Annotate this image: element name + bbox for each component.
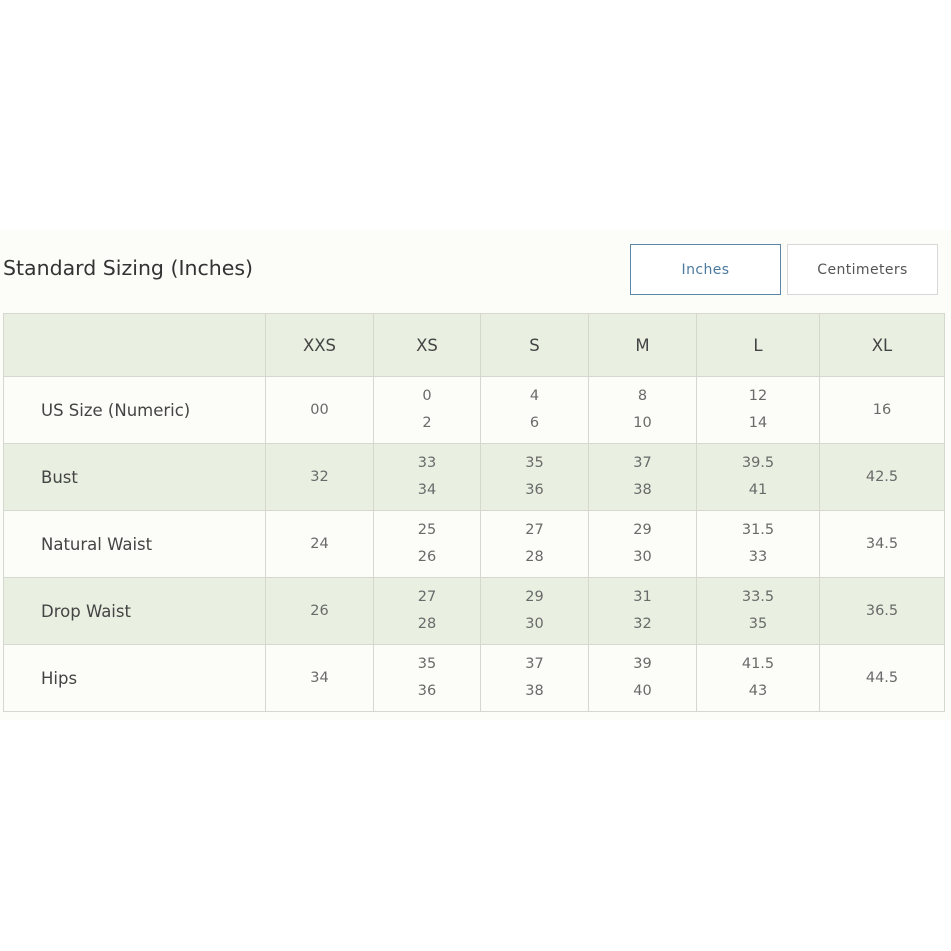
column-header-xs: XS — [374, 314, 481, 377]
cell-value: 6 — [529, 415, 540, 431]
cell-value: 33.5 — [741, 589, 775, 605]
cell-value: 36.5 — [865, 602, 899, 619]
table-cell — [820, 645, 945, 712]
size-table — [3, 313, 945, 712]
cell-value: 39 — [633, 656, 652, 672]
table-cell — [589, 377, 697, 444]
table-cell — [820, 377, 945, 444]
table-cell — [266, 444, 374, 511]
cell-value: 14 — [748, 415, 768, 431]
cell-value: 39.5 — [741, 455, 775, 471]
table-cell — [697, 511, 820, 578]
table-row — [4, 444, 945, 511]
cell-value: 16 — [872, 401, 892, 418]
cell-value: 8 — [637, 388, 648, 404]
table-cell — [589, 578, 697, 645]
cell-value: 27 — [525, 522, 544, 538]
cell-value: 27 — [417, 589, 437, 605]
table-cell — [589, 444, 697, 511]
table-cell — [374, 645, 481, 712]
table-row — [4, 645, 945, 712]
cell-value: 30 — [525, 616, 544, 632]
cell-value: 24 — [310, 535, 329, 552]
cell-value: 34 — [417, 482, 437, 498]
cell-value: 28 — [417, 616, 437, 632]
table-row — [4, 578, 945, 645]
table-cell — [481, 377, 589, 444]
cell-value: 31.5 — [741, 522, 775, 538]
row-label: US Size (Numeric) — [4, 377, 266, 444]
cell-value: 12 — [748, 388, 768, 404]
table-cell — [481, 444, 589, 511]
table-cell — [481, 578, 589, 645]
column-header-l: L — [697, 314, 820, 377]
table-cell — [589, 645, 697, 712]
cell-value: 25 — [417, 522, 437, 538]
row-label: Drop Waist — [4, 578, 266, 645]
cell-value: 31 — [633, 589, 652, 605]
table-cell — [266, 645, 374, 712]
cell-value: 32 — [310, 468, 329, 485]
cell-value: 36 — [417, 683, 437, 699]
cell-value: 38 — [525, 683, 544, 699]
table-cell — [266, 511, 374, 578]
cell-value: 29 — [525, 589, 544, 605]
cell-value: 26 — [310, 602, 329, 619]
inches-button[interactable]: Inches — [630, 244, 781, 295]
table-cell — [820, 511, 945, 578]
column-header-xxs: XXS — [266, 314, 374, 377]
cell-value: 37 — [525, 656, 544, 672]
table-row — [4, 511, 945, 578]
cell-value: 0 — [422, 388, 432, 404]
table-cell — [481, 511, 589, 578]
cell-value: 34.5 — [865, 535, 899, 552]
cell-value: 35 — [748, 616, 768, 632]
column-header-s: S — [481, 314, 589, 377]
column-header-label — [4, 314, 266, 377]
table-cell — [820, 578, 945, 645]
table-cell — [697, 377, 820, 444]
cell-value: 41 — [748, 482, 768, 498]
cell-value: 26 — [417, 549, 437, 565]
row-label: Hips — [4, 645, 266, 712]
cell-value: 32 — [633, 616, 652, 632]
table-cell — [697, 645, 820, 712]
cell-value: 36 — [525, 482, 544, 498]
table-cell — [820, 444, 945, 511]
cell-value: 2 — [422, 415, 432, 431]
table-cell — [374, 578, 481, 645]
table-cell — [697, 578, 820, 645]
row-label: Bust — [4, 444, 266, 511]
column-header-m: M — [589, 314, 697, 377]
cell-value: 10 — [633, 415, 652, 431]
page-title: Standard Sizing (Inches) — [3, 256, 254, 280]
cell-value: 38 — [633, 482, 652, 498]
cell-value: 35 — [525, 455, 544, 471]
cell-value: 44.5 — [865, 669, 899, 686]
table-row — [4, 377, 945, 444]
column-header-xl: XL — [820, 314, 945, 377]
cell-value: 43 — [748, 683, 768, 699]
table-cell — [266, 377, 374, 444]
cell-value: 33 — [748, 549, 768, 565]
cell-value: 00 — [310, 401, 329, 418]
cell-value: 4 — [529, 388, 540, 404]
table-cell — [481, 645, 589, 712]
cell-value: 30 — [633, 549, 652, 565]
cell-value: 34 — [310, 669, 329, 686]
cell-value: 28 — [525, 549, 544, 565]
cell-value: 37 — [633, 455, 652, 471]
cell-value: 33 — [417, 455, 437, 471]
table-cell — [697, 444, 820, 511]
row-label: Natural Waist — [4, 511, 266, 578]
table-cell — [374, 377, 481, 444]
centimeters-button[interactable]: Centimeters — [787, 244, 938, 295]
cell-value: 42.5 — [865, 468, 899, 485]
table-cell — [266, 578, 374, 645]
table-cell — [374, 444, 481, 511]
table-header-row — [4, 314, 945, 377]
table-cell — [374, 511, 481, 578]
table-cell — [589, 511, 697, 578]
cell-value: 41.5 — [741, 656, 775, 672]
cell-value: 29 — [633, 522, 652, 538]
cell-value: 40 — [633, 683, 652, 699]
cell-value: 35 — [417, 656, 437, 672]
